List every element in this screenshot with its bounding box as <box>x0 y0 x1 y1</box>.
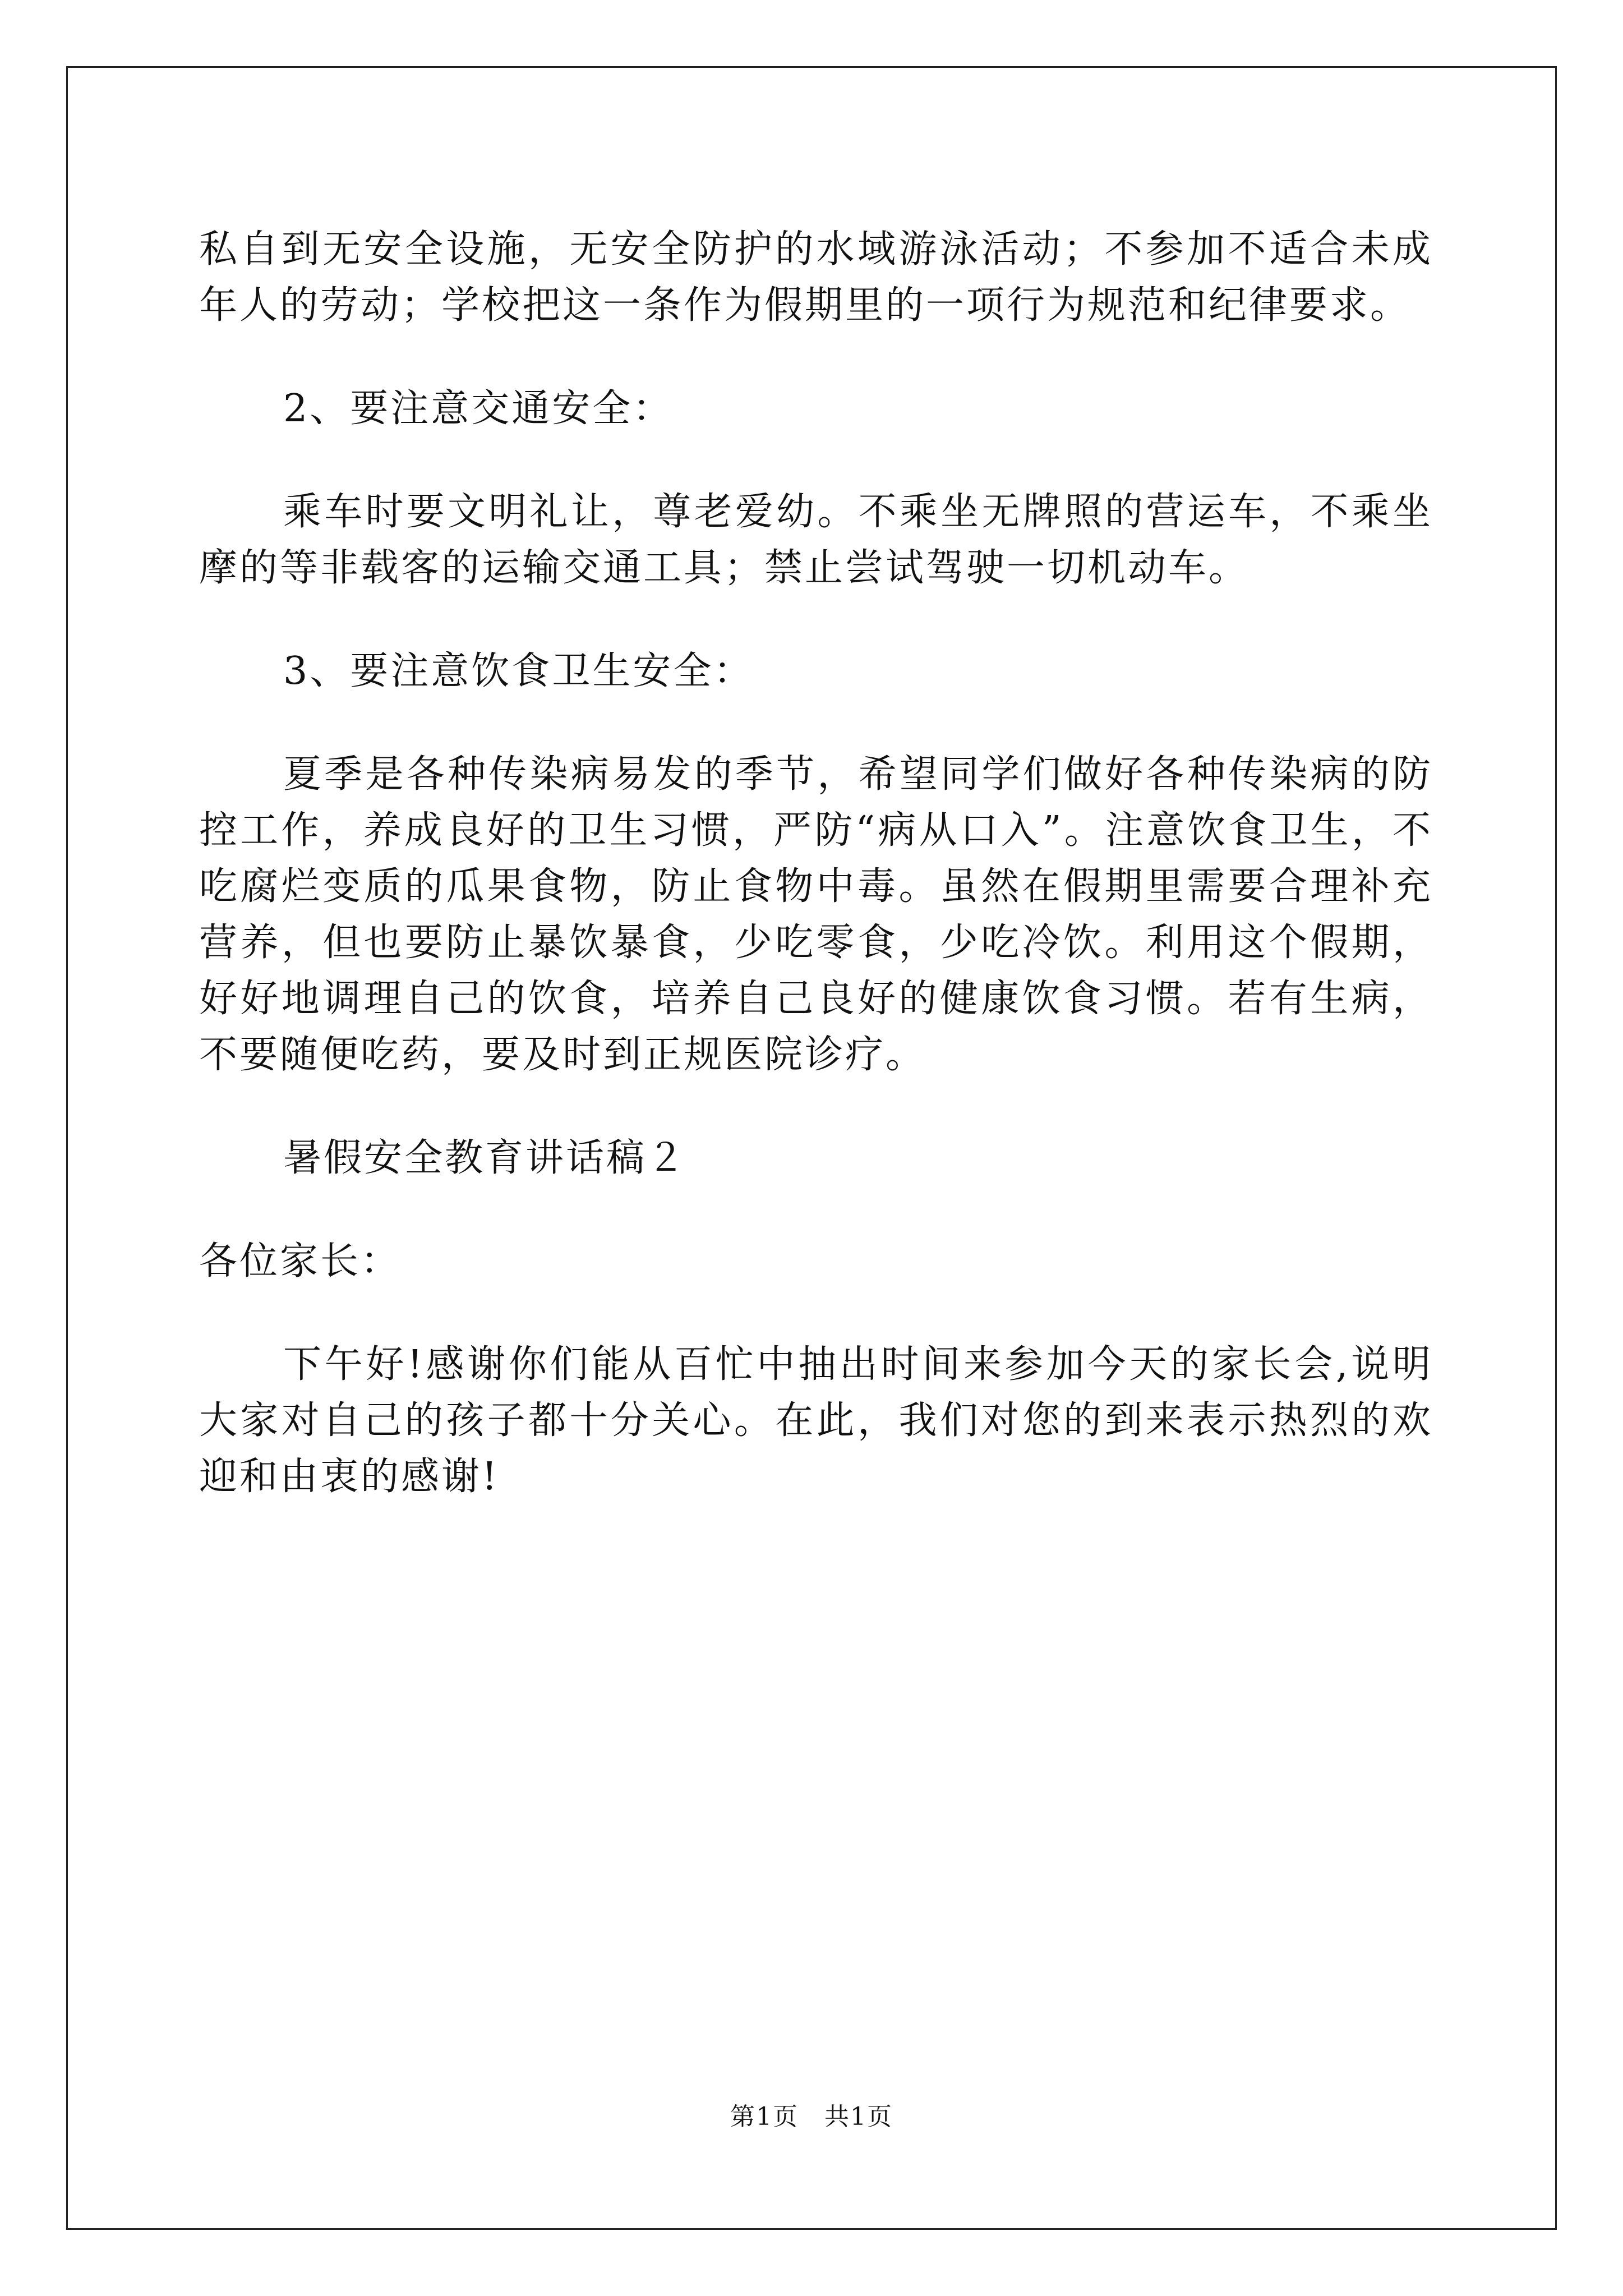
heading-traffic-safety: 2、要注意交通安全： <box>283 386 674 431</box>
paragraph-traffic-safety: 乘车时要文明礼让，尊老爱幼。不乘坐无牌照的营运车，不乘坐摩的等非载客的运输交通工具；禁止尝试驾驶一切机动车。 <box>199 490 1433 590</box>
heading-food-safety: 3、要注意饮食卫生安全： <box>283 649 754 693</box>
salutation: 各位家长： <box>199 1239 402 1283</box>
document-body <box>199 222 1433 1505</box>
page-footer: 第1页 共1页 <box>730 2102 893 2131</box>
paragraph-safety-rules: 私自到无安全设施，无安全防护的水域游泳活动；不参加不适合未成年人的劳动；学校把这一条作为假期里的一项行为规范和纪律要求。 <box>199 227 1433 328</box>
paragraph-greeting: 下午好!感谢你们能从百忙中抽出时间来参加今天的家长会,说明大家对自己的孩子都十分关心。在此，我们对您的到来表示热烈的欢迎和由衷的感谢! <box>199 1342 1433 1499</box>
paragraph-food-safety: 夏季是各种传染病易发的季节，希望同学们做好各种传染病的防控工作，养成良好的卫生习惯，严防“病从口入”。注意饮食卫生，不吃腐烂变质的瓜果食物，防止食物中毒。虽然在假期里需要合理补充营养，但也要防止暴饮暴食，少吃零食，少吃冷饮。利用这个假期，好好地调理自己的饮食，培养自己良好的健康饮食习惯。若有生病，不要随便吃药，要及时到正规医院诊疗。 <box>199 752 1433 1077</box>
section-title: 暑假安全教育讲话稿２ <box>283 1136 688 1180</box>
